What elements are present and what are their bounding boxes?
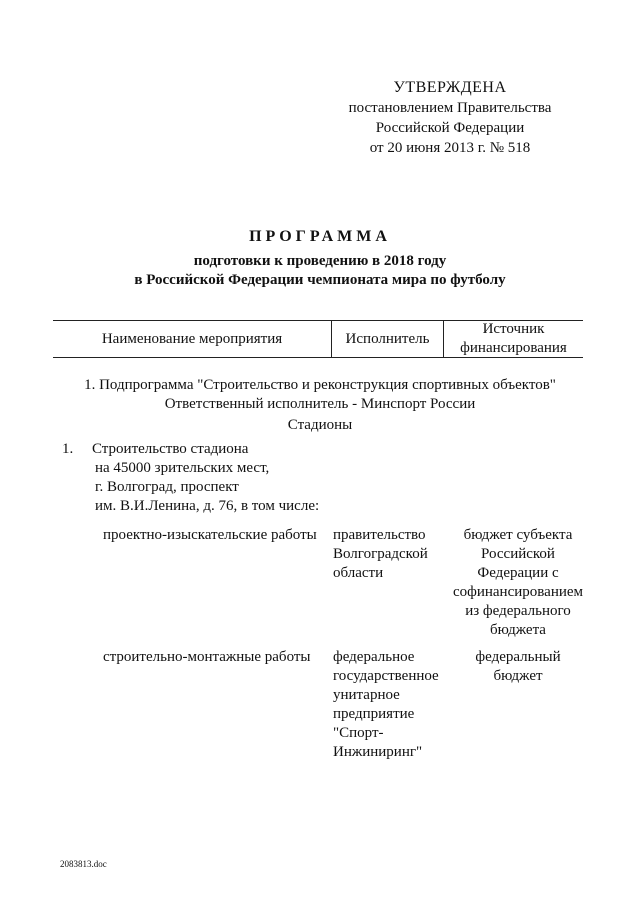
row-1-executor-line-1: правительство [333, 527, 426, 543]
subtitle-line-1: подготовки к проведению в 2018 году [193, 253, 447, 269]
document-subtitle [0, 252, 640, 290]
document-title: ПРОГРАММА [249, 228, 391, 245]
row-1-funding-line-4: софинансированием [452, 584, 584, 600]
item-line-2: на 45000 зрительских мест, [95, 460, 270, 476]
item-line-3: г. Волгоград, проспект [95, 479, 239, 495]
row-2-funding [448, 648, 588, 686]
row-2-executor-line-5: "Спорт- [333, 725, 384, 741]
section-heading: Стадионы [287, 417, 353, 433]
subtitle-line-2: в Российской Федерации чемпионата мира по футболу [134, 272, 506, 288]
item-number: 1. [62, 441, 74, 457]
row-2-executor-line-2: государственное [333, 668, 439, 684]
row-2-executor-line-4: предприятие [333, 706, 415, 722]
item-line-1: Строительство стадиона [92, 441, 249, 457]
row-1-name: проектно-изыскательские работы [103, 527, 317, 543]
approval-line-3: от 20 июня 2013 г. № 518 [369, 140, 531, 156]
item-description [92, 440, 352, 516]
approval-heading: УТВЕРЖДЕНА [393, 79, 507, 96]
header-funding-line-2: финансирования [460, 340, 567, 356]
row-1-funding-line-2: Российской [481, 546, 555, 562]
row-2-funding-line-2: бюджет [493, 668, 543, 684]
row-1-funding-line-6: бюджета [490, 622, 546, 638]
header-executor: Исполнитель [345, 331, 430, 347]
subprogram-line-1: 1. Подпрограмма "Строительство и реконструкция спортивных объектов" [84, 377, 556, 393]
row-2-executor-line-1: федеральное [333, 649, 415, 665]
row-1-funding-line-1: бюджет субъекта [463, 527, 573, 543]
row-2-name: строительно-монтажные работы [103, 649, 311, 665]
approval-line-2: Российской Федерации [375, 120, 525, 136]
header-name: Наименование мероприятия [101, 331, 283, 347]
subprogram-line-2: Ответственный исполнитель - Минспорт России [164, 396, 476, 412]
row-1-funding [448, 526, 588, 640]
approval-block [340, 78, 560, 158]
row-1-executor-line-3: области [333, 565, 384, 581]
row-2-funding-line-1: федеральный [475, 649, 561, 665]
row-1-funding-line-3: Федерации с [477, 565, 559, 581]
subprogram-heading [0, 376, 640, 414]
footer-filename: 2083813.doc [60, 859, 107, 869]
header-funding [444, 320, 583, 358]
approval-line-1: постановлением Правительства [348, 100, 552, 116]
row-2-executor [333, 648, 448, 762]
header-funding-line-1: Источник [482, 321, 545, 337]
row-2-executor-line-3: унитарное [333, 687, 400, 703]
row-1-executor [333, 526, 448, 583]
row-1-funding-line-5: из федерального [465, 603, 571, 619]
item-line-4: им. В.И.Ленина, д. 76, в том числе: [95, 498, 320, 514]
row-1-executor-line-2: Волгоградской [333, 546, 428, 562]
row-2-executor-line-6: Инжиниринг" [333, 744, 423, 760]
